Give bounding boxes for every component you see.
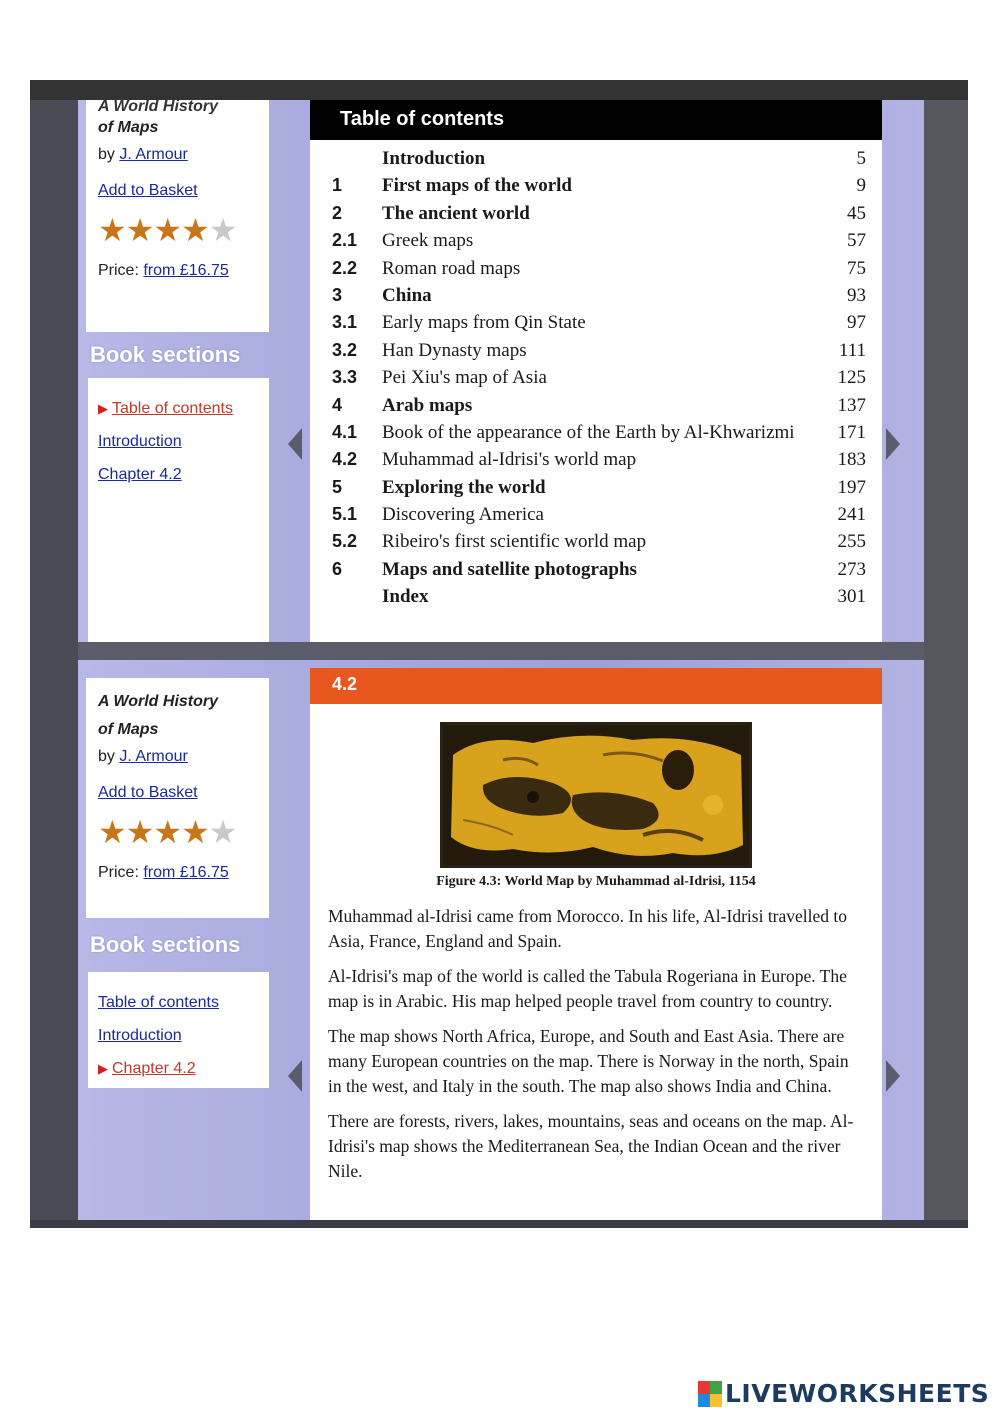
section-link[interactable]: Chapter 4.2: [112, 1060, 196, 1077]
price-label: Price:: [98, 262, 139, 279]
book-title-line2: of Maps: [98, 119, 159, 136]
toc-number: 5: [332, 476, 343, 497]
toc-title: Discovering America: [382, 504, 544, 526]
book-title-line1: A World History: [98, 693, 219, 710]
toc-title: Index: [382, 586, 429, 608]
toc-row[interactable]: [332, 449, 866, 476]
toc-page-number: 255: [837, 531, 866, 553]
current-section-arrow-icon: ▶: [98, 401, 108, 416]
chapter-panel: [310, 668, 882, 1222]
toc-row[interactable]: [332, 531, 866, 558]
book-sections-heading: Book sections: [90, 342, 241, 367]
toc-page-number: 75: [847, 257, 866, 279]
price: [98, 862, 257, 884]
photo-bottom-edge: [30, 1220, 968, 1228]
star-filled-icon: ★: [153, 212, 182, 248]
star-filled-icon: ★: [125, 212, 154, 248]
book-sections-heading: Book sections: [90, 932, 241, 957]
toc-row[interactable]: [332, 367, 866, 394]
toc-number: 5.1: [332, 504, 358, 525]
section-link[interactable]: Chapter 4.2: [98, 466, 182, 483]
toc-title: Introduction: [382, 148, 486, 169]
photo-left-edge: [30, 100, 78, 1228]
toc-title: Exploring the world: [382, 476, 546, 498]
toc-row[interactable]: [332, 258, 866, 285]
previous-page-arrow-icon[interactable]: [288, 428, 302, 460]
toc-row[interactable]: [332, 477, 866, 504]
next-page-arrow-icon[interactable]: [886, 428, 900, 460]
toc-page-number: 273: [837, 558, 866, 580]
section-item[interactable]: [98, 1019, 259, 1052]
star-filled-icon: ★: [153, 814, 182, 850]
star-filled-icon: ★: [181, 814, 209, 850]
toc-title: Pei Xiu's map of Asia: [382, 367, 547, 389]
toc-row[interactable]: [332, 559, 866, 586]
toc-title: China: [382, 284, 432, 306]
toc-row[interactable]: [332, 340, 866, 367]
toc-row[interactable]: [332, 395, 866, 422]
photo-right-edge: [924, 100, 968, 1228]
star-filled-icon: ★: [98, 212, 126, 248]
toc-page-number: 9: [856, 175, 866, 197]
toc-title: Ribeiro's first scientific world map: [382, 531, 647, 553]
toc-title: First maps of the world: [382, 175, 572, 197]
price: [98, 260, 257, 282]
toc-number: 4: [332, 394, 343, 415]
toc-number: 4.1: [332, 421, 358, 442]
toc-title: Book of the appearance of the Earth by Al-Khwarizmi: [382, 421, 795, 443]
toc-number: 2.1: [332, 230, 358, 251]
toc-page-number: 183: [837, 449, 866, 471]
toc-row[interactable]: [332, 230, 866, 257]
by-label: by: [98, 146, 115, 163]
section-heading: 4.2: [310, 668, 882, 704]
photo-of-screens: [30, 80, 968, 1228]
toc-number: 3.2: [332, 339, 358, 360]
price-link[interactable]: from £16.75: [143, 864, 229, 881]
book-sections-list: [88, 378, 269, 642]
toc-row[interactable]: [332, 422, 866, 449]
world-map-figure: [440, 722, 752, 868]
section-link[interactable]: Table of contents: [98, 994, 219, 1011]
section-item[interactable]: [98, 425, 259, 458]
section-link[interactable]: Introduction: [98, 1027, 182, 1044]
paragraph-2: Al-Idrisi's map of the world is called the Tabula Rogeriana in Europe. The map is in Arabic. His map helped people travel from country to country.: [328, 966, 847, 1011]
toc-row[interactable]: [332, 504, 866, 531]
liveworksheets-logo-icon: [698, 1381, 722, 1407]
toc-number: 5.2: [332, 531, 358, 552]
paragraph-4: There are forests, rivers, lakes, mountains, seas and oceans on the map. Al-Idrisi's map shows the Mediterranean Sea, the Indian Ocean and the river Nile.: [328, 1111, 854, 1181]
toc-page-number: 171: [837, 421, 866, 443]
screen-divider: [78, 642, 924, 660]
section-item[interactable]: [98, 1052, 259, 1085]
photo-top-edge: [30, 80, 968, 100]
section-item[interactable]: [98, 458, 259, 491]
toc-number: 3: [332, 284, 343, 305]
current-section-arrow-icon: ▶: [98, 1061, 108, 1076]
add-to-basket-link[interactable]: Add to Basket: [98, 182, 198, 199]
toc-number: 3.1: [332, 312, 358, 333]
toc-page-number: 301: [837, 586, 866, 608]
toc-page-number: 97: [847, 312, 866, 334]
toc-title: Han Dynasty maps: [382, 339, 527, 361]
liveworksheets-logo: [698, 1379, 989, 1408]
price-link[interactable]: from £16.75: [143, 262, 229, 279]
paragraph-1: Muhammad al-Idrisi came from Morocco. In his life, Al-Idrisi travelled to Asia, France, England and Spain.: [328, 906, 848, 951]
book-info-card: [86, 678, 269, 918]
toc-row[interactable]: [332, 203, 866, 230]
star-filled-icon: ★: [181, 212, 209, 248]
toc-number: 3.3: [332, 367, 358, 388]
book-sections-list: [88, 972, 269, 1088]
star-filled-icon: ★: [98, 814, 126, 850]
author-link[interactable]: J. Armour: [119, 748, 188, 765]
toc-title: Early maps from Qin State: [382, 312, 586, 334]
section-item[interactable]: [98, 986, 259, 1019]
star-rating: [98, 814, 257, 850]
toc-title: Arab maps: [382, 394, 473, 416]
toc-row[interactable]: [332, 312, 866, 339]
author-link[interactable]: J. Armour: [119, 146, 188, 163]
section-link[interactable]: Table of contents: [112, 400, 233, 417]
figure-caption: Figure 4.3: World Map by Muhammad al-Idrisi, 1154: [436, 874, 756, 889]
toc-list: [310, 140, 882, 614]
add-to-basket-link[interactable]: Add to Basket: [98, 784, 198, 801]
next-page-arrow-icon[interactable]: [886, 1060, 900, 1092]
byline: [98, 142, 257, 168]
price-label: Price:: [98, 864, 139, 881]
by-label: by: [98, 748, 115, 765]
toc-number: 4.2: [332, 449, 358, 470]
toc-page-number: 45: [847, 202, 866, 224]
section-link[interactable]: Introduction: [98, 433, 182, 450]
toc-row[interactable]: [332, 285, 866, 312]
toc-row[interactable]: [332, 586, 866, 613]
toc-title: The ancient world: [382, 202, 530, 224]
toc-title: Maps and satellite photographs: [382, 558, 637, 580]
screen-chapter-4-2: [78, 660, 924, 1222]
brand-name: LIVEWORKSHEETS: [725, 1379, 990, 1408]
toc-panel: [310, 100, 882, 642]
toc-page-number: 111: [838, 339, 866, 361]
toc-page-number: 137: [837, 394, 866, 416]
star-empty-icon: ★: [208, 814, 237, 850]
toc-page-number: 93: [847, 284, 866, 306]
star-rating: [98, 212, 257, 248]
toc-page-number: 241: [837, 504, 866, 526]
toc-number: 1: [332, 175, 343, 196]
toc-page-number: 57: [847, 230, 866, 252]
book-title-line1: A World History: [98, 100, 219, 114]
toc-number: 2: [332, 202, 343, 223]
toc-row[interactable]: [332, 175, 866, 202]
toc-heading: Table of contents: [310, 100, 882, 140]
previous-page-arrow-icon[interactable]: [288, 1060, 302, 1092]
byline: [98, 744, 257, 770]
book-title-line2: of Maps: [98, 721, 159, 738]
toc-page-number: 5: [856, 148, 866, 169]
book-info-card: [86, 100, 269, 332]
toc-number: 2.2: [332, 257, 358, 278]
toc-title: Roman road maps: [382, 257, 521, 279]
screen-table-of-contents: [78, 100, 924, 642]
world-map-image: [443, 725, 749, 865]
toc-row[interactable]: [332, 148, 866, 175]
toc-number: 6: [332, 558, 343, 579]
toc-page-number: 125: [837, 367, 866, 389]
star-empty-icon: ★: [208, 212, 237, 248]
star-filled-icon: ★: [125, 814, 154, 850]
toc-title: Muhammad al-Idrisi's world map: [382, 449, 637, 471]
toc-title: Greek maps: [382, 230, 474, 252]
paragraph-3: The map shows North Africa, Europe, and South and East Asia. There are many European countries on the map. There is Norway in the north, Spain in the west, and Italy in the south. The map also shows India and China.: [328, 1026, 849, 1096]
toc-page-number: 197: [837, 476, 866, 498]
section-item[interactable]: [98, 392, 259, 425]
